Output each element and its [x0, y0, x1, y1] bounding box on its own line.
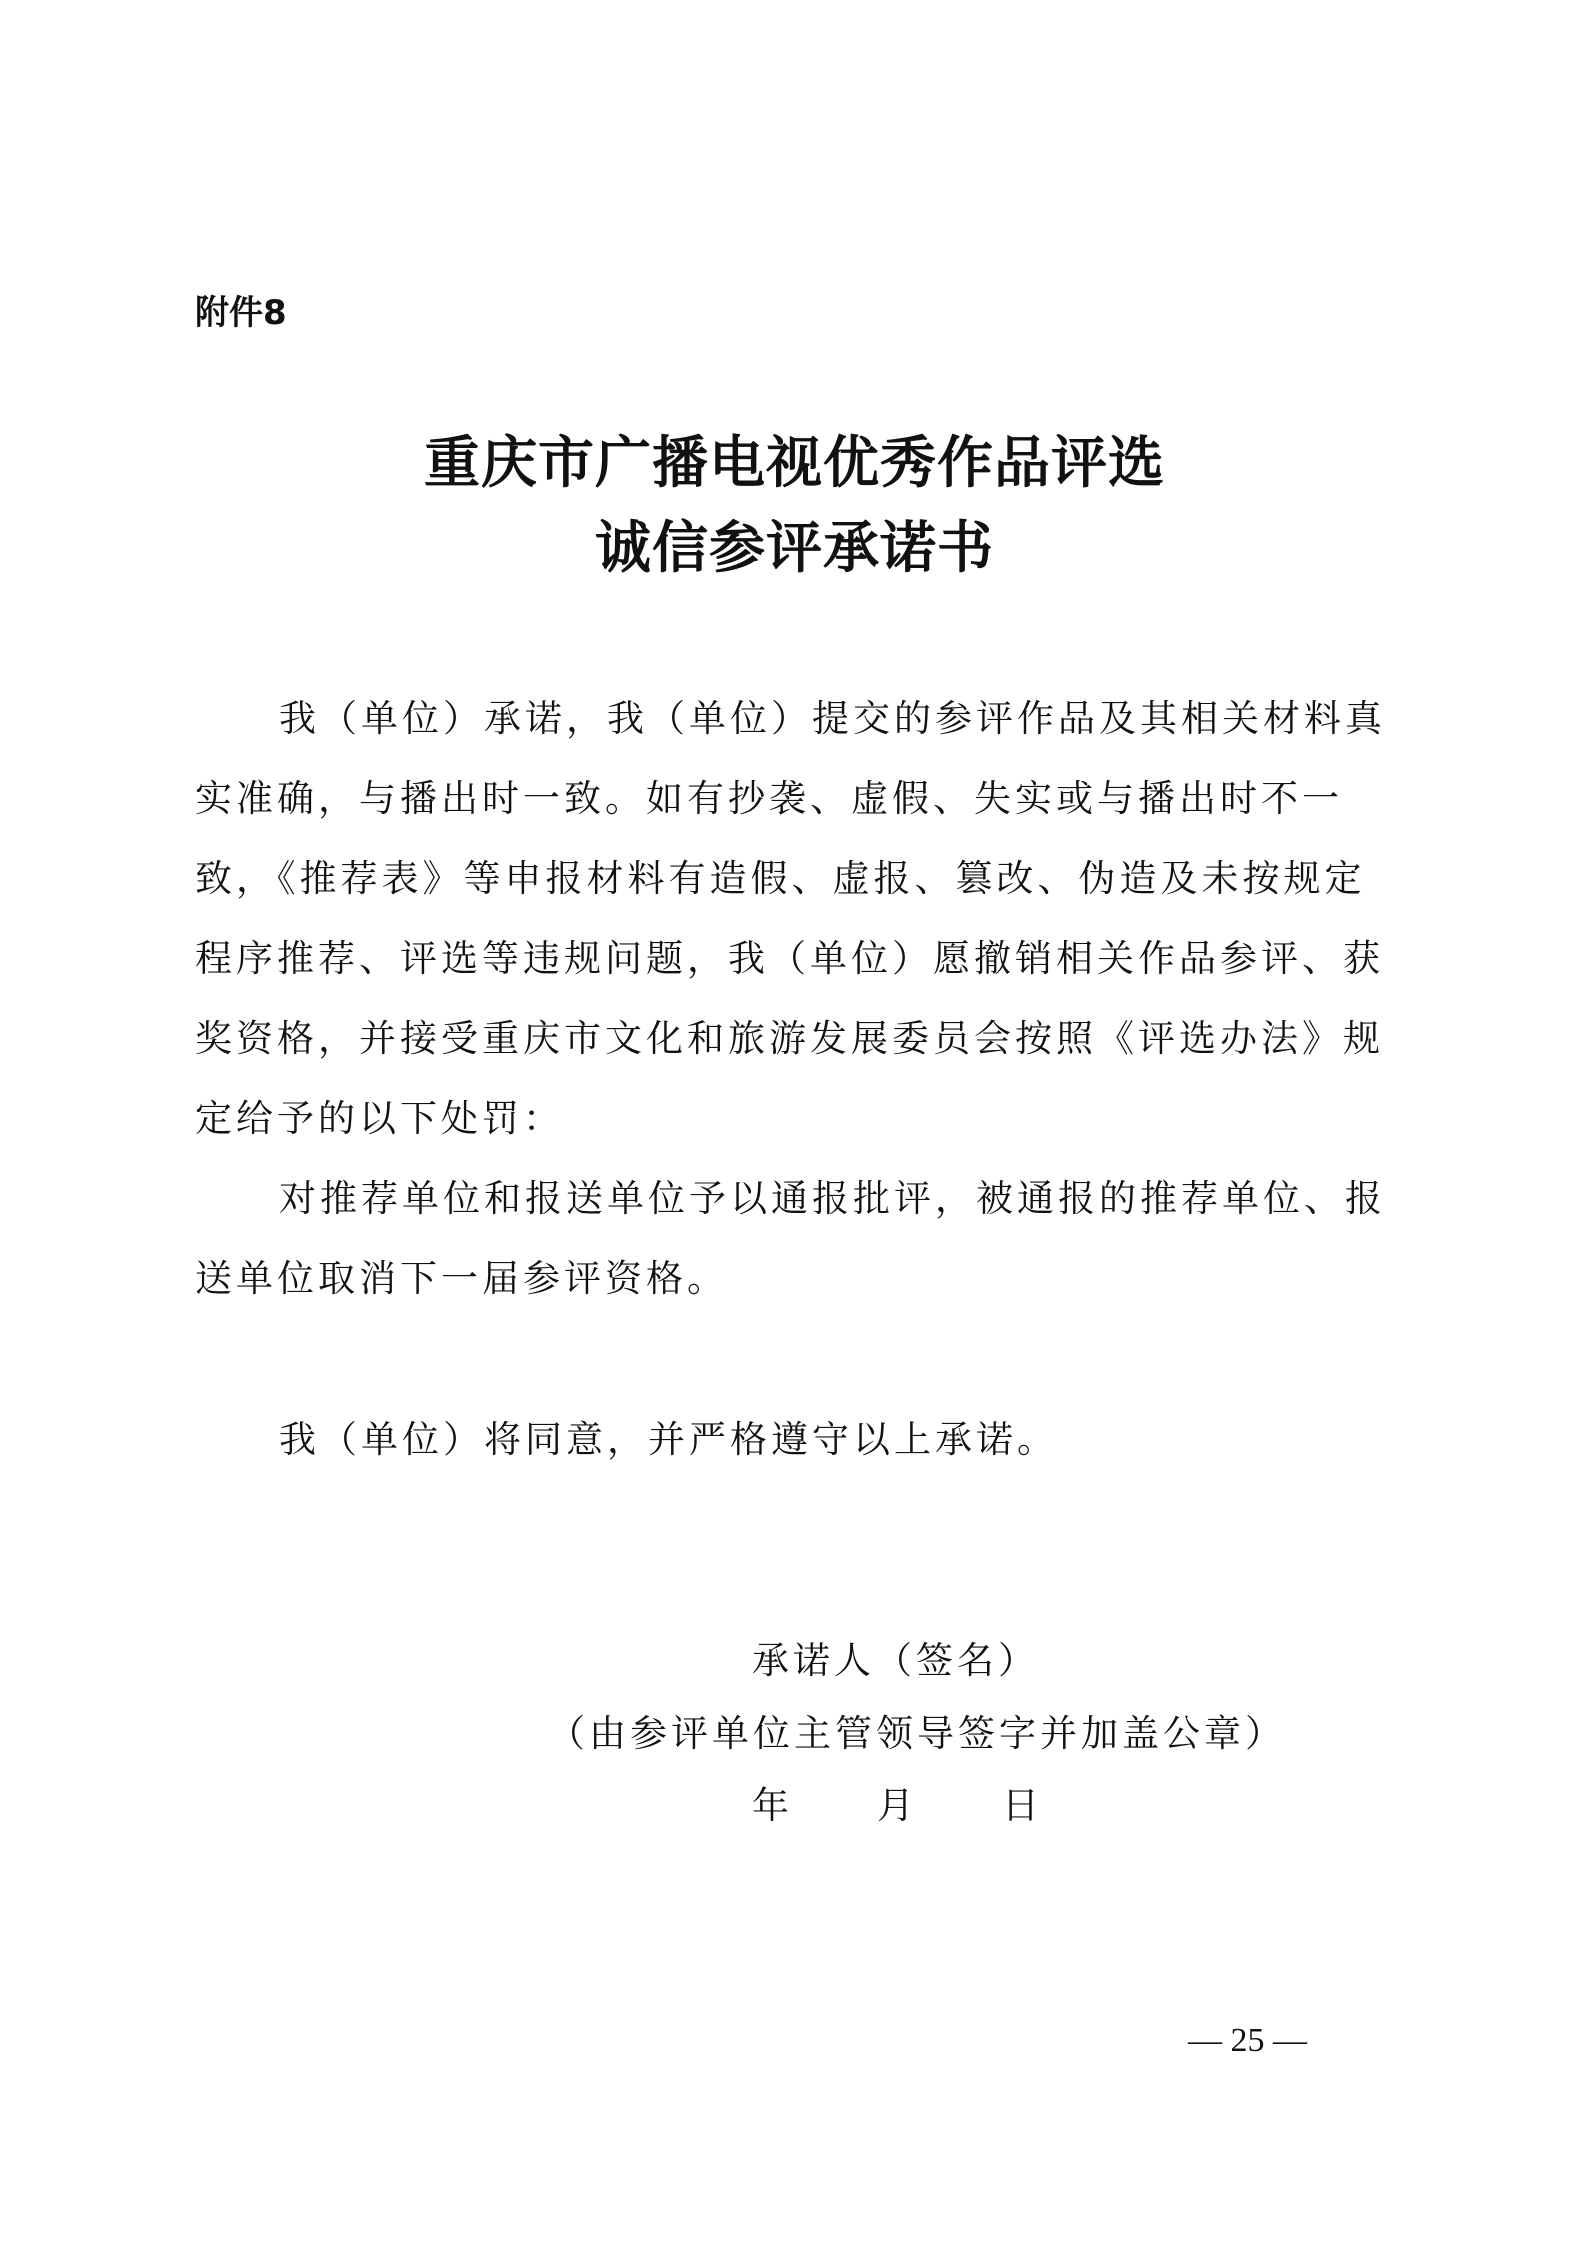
agreement-paragraph: 我（单位）将同意，并严格遵守以上承诺。 — [279, 1418, 1058, 1461]
signature-note: （由参评单位主管领导签字并加盖公章） — [548, 1712, 1286, 1755]
page-number: — 25 — — [1188, 2022, 1307, 2059]
document-title-line-1: 重庆市广播电视优秀作品评选 — [424, 430, 1165, 496]
document-title-line-2: 诚信参评承诺书 — [595, 515, 994, 581]
commitment-paragraph: 我（单位）承诺，我（单位）提交的参评作品及其相关材料真实准确，与播出时一致。如有抄袭、虚假、失实或与播出时不一致，《推荐表》等申报材料有造假、虚报、篡改、伪造及未按规定程序推荐、评选等违规问题，我（单位）愿撤销相关作品参评、获奖资格，并接受重庆市文化和旅游发展委员会按照《评选办法》规定给予的以下处罚： — [195, 697, 1386, 1140]
day-label: 日 — [1002, 1784, 1043, 1827]
date-line — [752, 1776, 1043, 1836]
attachment-label: 附件8 — [195, 293, 287, 333]
month-label: 月 — [877, 1784, 918, 1827]
penalty-paragraph: 对推荐单位和报送单位予以通报批评，被通报的推荐单位、报送单位取消下一届参评资格。 — [195, 1177, 1386, 1300]
signer-label: 承诺人（签名） — [752, 1639, 1039, 1682]
year-label: 年 — [752, 1784, 793, 1827]
